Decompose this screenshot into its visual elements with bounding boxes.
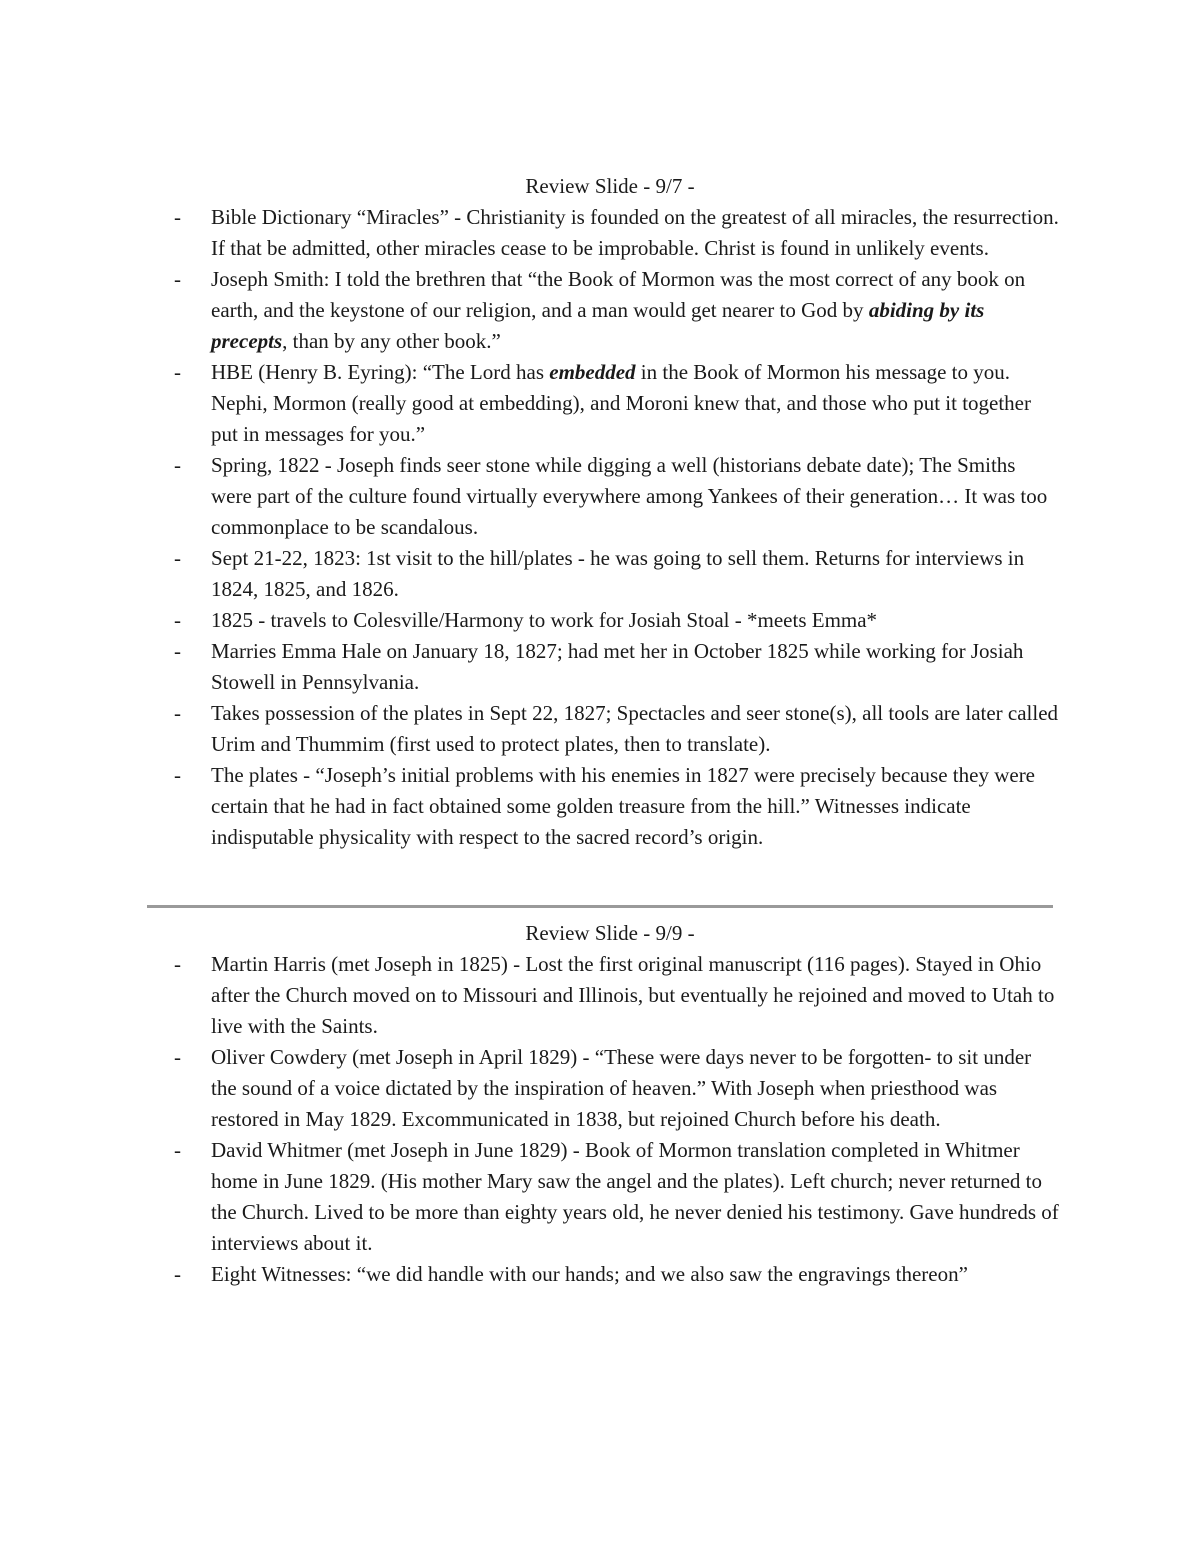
section-heading: Review Slide - 9/9 -: [525, 921, 695, 945]
bullet-dash: -: [174, 267, 181, 291]
bullet-dash: -: [174, 639, 181, 663]
item-text: Spring, 1822 - Joseph finds seer stone while digging a well (historians debate date); The Smiths were part of the culture found virtually everywhere among Yankees of their generation… It was too commonplace to be scandalous.: [211, 453, 1048, 539]
item-text: Sept 21-22, 1823: 1st visit to the hill/plates - he was going to sell them. Returns for interviews in 1824, 1825, and 1826.: [211, 546, 1025, 601]
list-item: [170, 264, 1060, 357]
bullet-dash: -: [174, 453, 181, 477]
bullet-dash: -: [174, 1045, 181, 1069]
item-text-pre: HBE (Henry B. Eyring): “The Lord has: [211, 360, 550, 384]
bullet-dash: -: [174, 763, 181, 787]
list-item: [170, 1259, 1060, 1290]
review-section-9-7: [170, 171, 1060, 853]
list-item: [170, 698, 1060, 760]
item-text: Takes possession of the plates in Sept 22, 1827; Spectacles and seer stone(s), all tools are later called Urim and Thummim (first used to protect plates, then to translate).: [211, 701, 1059, 756]
list-item: [170, 357, 1060, 450]
item-text: Oliver Cowdery (met Joseph in April 1829) - “These were days never to be forgotten- to sit under the sound of a voice dictated by the inspiration of heaven.” With Joseph when priesthood was restored in May 1829. Excommunicated in 1838, but rejoined Church before his death.: [211, 1045, 1032, 1131]
bullet-dash: -: [174, 205, 181, 229]
bullet-dash: -: [174, 701, 181, 725]
item-text-post: , than by any other book.”: [282, 329, 501, 353]
list-item: [170, 636, 1060, 698]
bullet-dash: -: [174, 546, 181, 570]
bullet-list: [170, 949, 1060, 1290]
list-item: [170, 949, 1060, 1042]
item-text: David Whitmer (met Joseph in June 1829) - Book of Mormon translation completed in Whitmer home in June 1829. (His mother Mary saw the angel and the plates). Left church; never returned to the Church. Lived to be more than eighty years old, he never denied his testimony. Gave hundreds of interviews about it.: [211, 1138, 1059, 1255]
bullet-dash: -: [174, 608, 181, 632]
list-item: [170, 760, 1060, 853]
list-item: [170, 1135, 1060, 1259]
item-text: The plates - “Joseph’s initial problems with his enemies in 1827 were precisely because they were certain that he had in fact obtained some golden treasure from the hill.” Witnesses indicate indisputable physicality with respect to the sacred record’s origin.: [211, 763, 1036, 849]
item-text-emphasis: embedded: [549, 360, 636, 384]
bullet-dash: -: [174, 1262, 181, 1286]
bullet-dash: -: [174, 952, 181, 976]
item-text: Marries Emma Hale on January 18, 1827; had met her in October 1825 while working for Josiah Stowell in Pennsylvania.: [211, 639, 1024, 694]
list-item: [170, 1042, 1060, 1135]
item-text: 1825 - travels to Colesville/Harmony to work for Josiah Stoal - *meets Emma*: [211, 608, 878, 632]
list-item: [170, 202, 1060, 264]
item-text: Martin Harris (met Joseph in 1825) - Lost the first original manuscript (116 pages). Stayed in Ohio after the Church moved on to Missouri and Illinois, but eventually he rejoined and moved to Utah to live with the Saints.: [211, 952, 1055, 1038]
bullet-dash: -: [174, 360, 181, 384]
section-divider: [147, 905, 1053, 908]
list-item: [170, 605, 1060, 636]
item-text-pre: Joseph Smith: I told the brethren that “the Book of Mormon was the most correct of any book on earth, and the keystone of our religion, and a man would get nearer to God by: [211, 267, 1026, 322]
item-text: Eight Witnesses: “we did handle with our hands; and we also saw the engravings thereon”: [211, 1262, 968, 1286]
section-heading: Review Slide - 9/7 -: [525, 174, 695, 198]
list-item: [170, 543, 1060, 605]
bullet-list: [170, 202, 1060, 853]
item-text-post: in the Book of Mormon his message to you. Nephi, Mormon (really good at embedding), and Moroni knew that, and those who put it together put in messages for you.”: [211, 360, 1031, 446]
item-text-emphasis: abiding by its precepts: [211, 298, 985, 353]
bullet-dash: -: [174, 1138, 181, 1162]
item-text: Bible Dictionary “Miracles” - Christianity is founded on the greatest of all miracles, the resurrection. If that be admitted, other miracles cease to be improbable. Christ is found in unlikely events.: [211, 205, 1059, 260]
review-section-9-9: [170, 918, 1060, 1290]
list-item: [170, 450, 1060, 543]
